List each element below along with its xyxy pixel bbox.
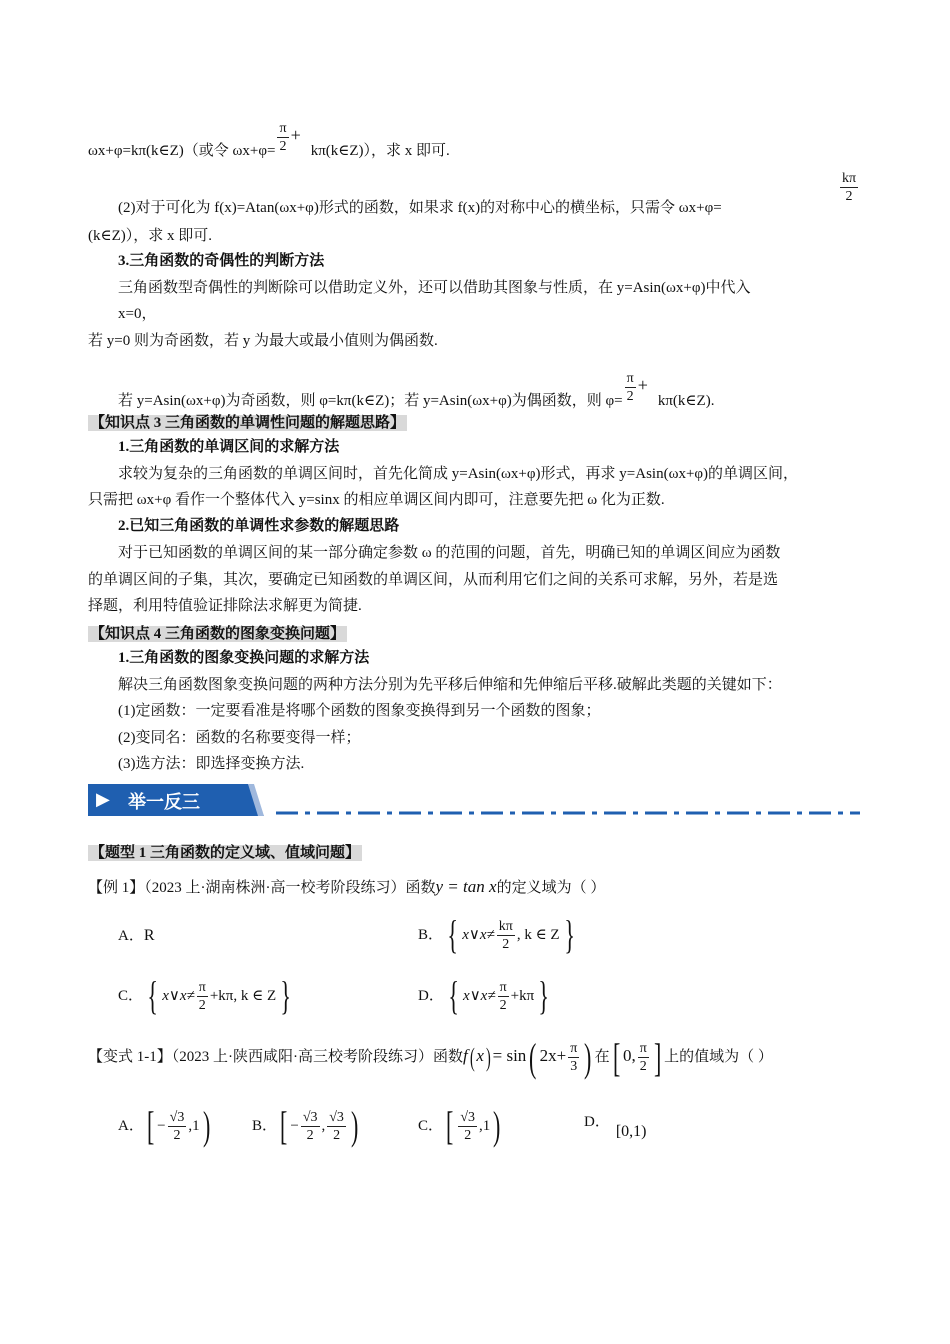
right-paren: ) [584,1034,592,1080]
denominator: 2 [198,997,206,1013]
fraction [638,1040,649,1075]
left-paren: ( [469,1042,475,1072]
left-brace: { [447,912,458,957]
denominator: 2 [279,139,287,154]
numerator: π [570,1041,578,1057]
fraction [197,979,208,1014]
text-line: 求较为复杂的三角函数的单调区间时，首先化简成 y=Asin(ωx+φ)形式，再求 y=Asin(ωx+φ)的单调区间， [118,466,799,482]
text-line: (1)定函数：一定要看准是将哪个函数的图象变换得到另一个函数的图象； [118,703,601,719]
option-label: C． [418,1118,444,1134]
left-brace: { [147,973,158,1018]
fraction [301,1109,320,1144]
option-d[interactable] [418,973,553,1018]
left-bracket: [ [280,1103,288,1148]
fraction [458,1109,477,1144]
func-var: x [476,1046,484,1065]
fraction [498,979,509,1014]
right-paren: ) [350,1103,359,1148]
denominator: 2 [502,936,510,952]
minus-sign: − [290,1118,299,1134]
option-value: R [143,927,155,944]
fraction [497,918,515,953]
numerator: π [639,1041,647,1057]
knowledge-point-title: 【知识点 4 三角函数的图象变换问题】 [90,626,346,642]
denominator: 2 [626,389,634,404]
function-expression: y = tan x [435,877,497,896]
denominator: 2 [306,1127,314,1143]
option-label: A． [118,928,144,944]
fraction [327,1109,346,1144]
option-c[interactable] [418,1103,504,1148]
set-expr: , k ∈ Z [516,927,560,943]
right-bracket: ] [653,1034,662,1080]
denominator: 2 [173,1127,181,1143]
line-text: (2)对于可化为 f(x)=Atan(ωx+φ)形式的函数，如果求 f(x)的对称中心的横坐标，只需令 ωx+φ= [118,200,722,216]
right-brace: } [280,973,292,1018]
text-line: 三角函数型奇偶性的判断除可以借助定义外，还可以借助其图象与性质，在 y=Asin(ωx+φ)中代入 [118,280,751,296]
option-b[interactable] [418,912,579,957]
interval-expr: 0, [622,1046,636,1065]
line-text: kπ(k∈Z)），求 x 即可. [310,142,450,159]
numerator: kπ [498,918,513,934]
option-value: [0,1) [615,1123,647,1140]
text-line: 对于已知函数的单调区间的某一部分确定参数 ω 的范围的问题，首先，明确已知的单调区间应为函数 [118,545,781,561]
left-bracket: [ [146,1103,155,1148]
right-brace: } [538,973,550,1018]
left-bracket: [ [446,1103,454,1148]
set-expr: +kπ, k ∈ Z [209,988,277,1004]
variant-label: 【变式 1-1】 [88,1049,172,1065]
section-heading: 3.三角函数的奇偶性的判断方法 [118,253,325,269]
numerator: √3 [169,1109,185,1125]
numerator: π [198,979,206,995]
numerator: π [279,121,287,136]
right-paren: ) [485,1042,491,1072]
play-icon: ▶ [96,789,110,810]
numerator: √3 [302,1109,318,1125]
text-line: 的单调区间的子集，其次，要确定已知函数的单调区间，从而利用它们之间的关系可求解，另外，若是选 [88,572,779,588]
text-line: 若 y=0 则为奇函数，若 y 为最大或最小值则为偶函数. [88,333,438,349]
text-line: 只需把 ωx+φ 看作一个整体代入 y=sinx 的相应单调区间内即可，注意要先把 ω 化为正数. [88,492,665,508]
interval-end: ,1 [479,1118,491,1134]
text-line [118,198,722,218]
set-expr: +kπ [510,988,535,1004]
arg-expr: 2x+ [539,1046,567,1065]
set-expr: x∨x≠ [462,927,495,943]
dashed-divider [276,811,860,815]
comma: , [321,1118,326,1134]
denominator: 2 [333,1127,341,1143]
set-expr: x∨x≠ [463,988,496,1004]
question-source: （2023 上·湖南株洲·高一校考阶段练习）函数 [144,880,436,896]
denominator: 2 [845,189,853,204]
line-text: 若 y=Asin(ωx+φ)为奇函数，则 φ=kπ(k∈Z)；若 y=Asin(ωx+φ)为偶函数，则 φ= [118,392,623,409]
question-source: （2023 上·陕西咸阳·高三校考阶段练习）函数 [171,1049,463,1065]
text-line: (k∈Z)），求 x 即可. [88,228,213,244]
example-question [88,877,605,898]
denominator: 2 [464,1127,472,1143]
option-label: A． [118,1118,144,1134]
numerator: π [626,371,634,386]
knowledge-point-header [88,624,347,644]
option-d[interactable] [584,1112,647,1140]
text-line: (3)选方法：即选择变换方法. [118,756,305,772]
option-label: D． [584,1114,610,1130]
numerator: kπ [842,171,857,186]
section-heading: 2.已知三角函数的单调性求参数的解题思路 [118,518,400,534]
topic-title: 【题型 1 三角函数的定义域、值域问题】 [90,845,361,861]
set-expr: x∨x≠ [162,988,195,1004]
text-line: 解决三角函数图象变换问题的两种方法分别为先平移后伸缩和先伸缩后平移.破解此类题的关键如下： [118,677,782,693]
right-paren: ) [202,1103,210,1148]
option-label: C． [118,988,144,1004]
plus-sign: + [290,124,301,145]
line-text: kπ(k∈Z). [657,392,715,409]
func-name: f [463,1046,468,1065]
question-mid: 在 [594,1049,610,1065]
denominator: 2 [639,1059,647,1075]
knowledge-point-header [88,413,407,433]
option-label: B． [252,1118,278,1134]
section-heading: 1.三角函数的单调区间的求解方法 [118,439,340,455]
option-a[interactable] [118,926,155,946]
option-label: D． [418,988,444,1004]
variant-question [88,1036,773,1078]
fraction [568,1040,579,1075]
example-label: 【例 1】 [88,880,145,896]
right-paren: ) [493,1103,501,1148]
option-label: B． [418,927,444,943]
left-bracket: [ [612,1034,620,1080]
section-heading: 1.三角函数的图象变换问题的求解方法 [118,650,370,666]
fraction [625,370,636,405]
numerator: √3 [329,1109,344,1125]
section-banner [88,784,264,816]
plus-sign: + [637,374,648,395]
interval-end: ,1 [188,1118,200,1134]
text-line: 择题，利用特值验证排除法求解更为简捷. [88,598,362,614]
func-eq: = sin [492,1046,527,1065]
banner-title: 举一反三 [128,792,200,813]
left-brace: { [448,973,459,1018]
question-tail: 的定义域为（ ） [496,880,606,896]
topic-header [88,843,362,863]
fraction [840,170,858,205]
text-line: x=0， [118,306,157,322]
denominator: 2 [499,997,507,1013]
fraction [277,120,288,155]
option-c[interactable] [118,973,295,1018]
option-b[interactable] [252,1103,361,1148]
minus-sign: − [157,1118,166,1134]
text-line: (2)变同名：函数的名称要变得一样； [118,730,361,746]
numerator: √3 [460,1109,476,1125]
denominator: 3 [570,1059,578,1075]
left-paren: ( [529,1034,537,1080]
line-text: ωx+φ=kπ(k∈Z)（或令 ωx+φ= [88,142,276,159]
numerator: π [499,979,507,995]
right-brace: } [563,912,575,957]
knowledge-point-title: 【知识点 3 三角函数的单调性问题的解题思路】 [90,415,406,431]
fraction [168,1109,187,1144]
text-line [88,121,450,169]
question-tail: 上的值域为（ ） [664,1049,773,1065]
option-a[interactable] [118,1103,213,1148]
